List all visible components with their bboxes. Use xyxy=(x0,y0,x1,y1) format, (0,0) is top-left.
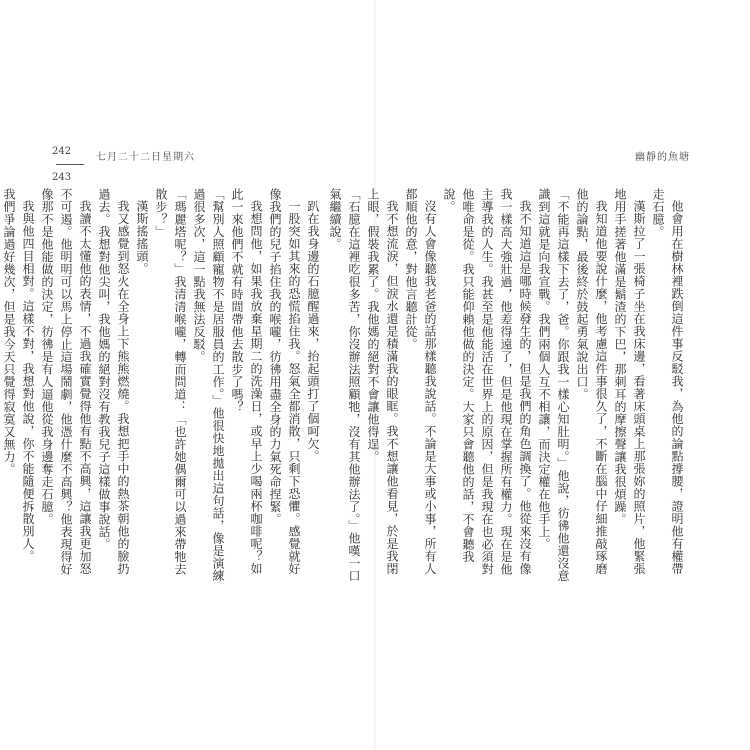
folio-rule xyxy=(56,164,84,165)
left-page-text xyxy=(2,188,322,583)
paragraph: 趴在我身邊的石臆醒過來，抬起頭打了個呵欠。 xyxy=(306,200,320,463)
paragraph: 我又感覺到怒火在全身上下熊熊燃燒。我想把手中的熱茶朝他的臉扔過去。我想對他尖叫，我他媽的絕對沒有教我兒子這樣做事說話。 xyxy=(97,188,130,575)
paragraph: 我想問他，如果我放棄星期二的洗澡日，或早上少喝兩杯咖啡呢？如此一來他們不就有時間帶他去散步了嗎？ xyxy=(230,188,263,575)
paragraph: 我們爭論過好幾次，但是我今天只覺得寂寞又無力。 xyxy=(2,188,16,476)
running-head-left: 七月二十二日星期六 xyxy=(96,152,195,163)
paragraph: 我讀不太懂他的表情，不過我確實覺得他有點不高興，這讓我更加怒不可遏。他明明可以馬上停止這場鬧劇，他憑什麼不高興？他表現得好像那不是他能做的決定，彷彿是有人逼他從我身邊奪走石臆。 xyxy=(40,188,92,576)
paragraph: 我與他四目相對。這樣不對，我想對他說，你不能隨便拆散別人。 xyxy=(21,200,35,563)
paragraph: 我知道他要說什麼，他考慮這件事很久了，不斷在腦中仔細推敲琢磨他的論點，最後終於鼓起勇氣說出口。 xyxy=(575,188,608,575)
paragraph: 我不想流淚，但淚水還是積滿我的眼眶。我不想讓他看見，於是我閉上眼，假裝我累了。我他媽的絕對不會讓他得逞。 xyxy=(366,188,399,575)
right-page-text xyxy=(328,188,686,583)
running-head-right: 幽靜的魚塘 xyxy=(635,152,690,163)
paragraph: 「石臆在這裡吃很多苦，你沒辦法照顧牠，沒有其他辦法了。」他嘆一口氣繼續說。 xyxy=(328,188,361,582)
page-numbers xyxy=(52,145,88,184)
paragraph: 沒有人會像聽我老爸的話那樣聽我說話。不論是大事或小事，所有人都順他的意，對他言聽計從。 xyxy=(404,188,437,575)
paragraph: 漢斯搖搖頭。 xyxy=(135,200,149,275)
page-number-left: 242 xyxy=(52,146,72,157)
paragraph: 他會用在樹林裡跌倒這件事反駁我，為他的論點撐腰，證明他有權帶走石臆。 xyxy=(651,188,684,575)
paragraph: 我不知道這是哪時候發生的，但是我們的角色調換了。他從來沒有像我一樣高大強壯過，他差得遠了，但是他現在掌握所有權力。現在是他主導我的人生。我甚至是他能活在世界上的原因，但是我現在也必須對他唯命是從。我只能仰賴他做的決定。大家只會聽他的話，不會聽我說。 xyxy=(442,188,532,576)
paragraph: 一股突如其來的恐慌掐住我。怒氣全都消散，只剩下恐懼。感覺就好像我們的兒子掐住我的喉嚨，彷彿用盡全身的力氣死命捏緊。 xyxy=(268,188,301,575)
page-number-right: 243 xyxy=(52,172,72,183)
paragraph: 漢斯拉了一張椅子坐在我床邊，看著床頭桌上那張妳的照片，他緊張地用手搓著他滿是鬍渣的下巴，那刺耳的摩擦聲讓我很煩躁。 xyxy=(613,188,646,575)
paragraph: 「瑪麗塔呢？」我清清喉嚨，轉而問道：「也許她偶爾可以過來帶牠去散步？」 xyxy=(154,188,187,576)
paragraph: 「幫別人照顧寵物不是居服員的工作。」他很快地拋出這句話，像是演練過很多次，這一點我無法反駁。 xyxy=(192,188,225,582)
paragraph: 「不能再這樣下去了，爸。你跟我一樣心知肚明。」他說，彷彿他還沒意識到這就是向我宣戰。我們兩個人互不相讓，而決定權在他手上。 xyxy=(537,188,570,582)
